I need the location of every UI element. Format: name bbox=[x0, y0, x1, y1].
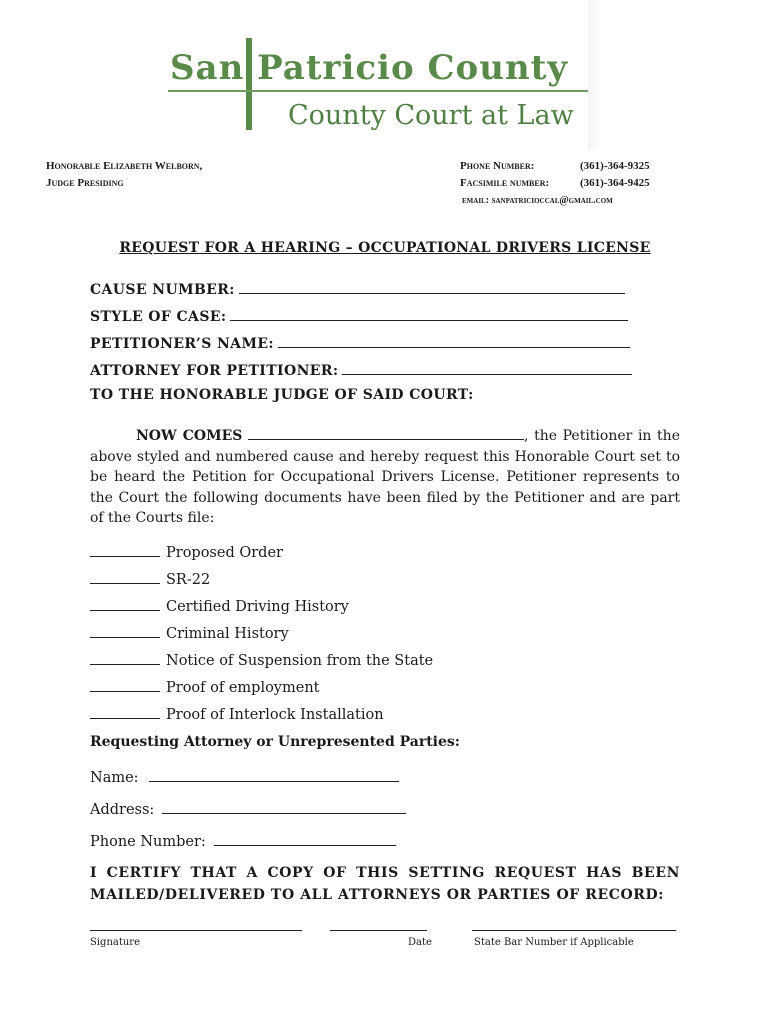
petitioner-name-label: PETITIONER’S NAME: bbox=[90, 336, 274, 352]
attorney-input[interactable] bbox=[342, 360, 632, 375]
doc-item bbox=[90, 571, 210, 588]
attorney-field bbox=[90, 360, 632, 379]
cause-number-input[interactable] bbox=[239, 279, 625, 294]
doc-checkline[interactable] bbox=[90, 598, 160, 611]
fax-value: (361)-364-9425 bbox=[580, 177, 650, 189]
email-line bbox=[462, 195, 613, 206]
name-input[interactable] bbox=[149, 767, 399, 782]
doc-checkline[interactable] bbox=[90, 625, 160, 638]
phone-field bbox=[90, 831, 396, 850]
signature-label: Signature bbox=[90, 937, 141, 948]
style-of-case-label: STYLE OF CASE: bbox=[90, 309, 227, 325]
doc-label: Proof of employment bbox=[166, 680, 320, 696]
cause-number-label: CAUSE NUMBER: bbox=[90, 282, 235, 298]
logo-court-name: County Court at Law bbox=[288, 100, 574, 131]
certify-statement: I CERTIFY THAT A COPY OF THIS SETTING REQUEST HAS BEEN MAILED/DELIVERED TO ALL ATTORNEYS OR PARTIES OF RECORD: bbox=[90, 865, 680, 903]
name-label: Name: bbox=[90, 770, 139, 786]
doc-label: Proposed Order bbox=[166, 545, 283, 561]
doc-item bbox=[90, 598, 349, 615]
date-line[interactable] bbox=[330, 930, 427, 931]
doc-label: Certified Driving History bbox=[166, 599, 349, 615]
doc-item bbox=[90, 544, 283, 561]
judge-name: Honorable Elizabeth Welborn, bbox=[46, 160, 203, 172]
fax-label: Facsimile number: bbox=[460, 177, 550, 189]
doc-label: Criminal History bbox=[166, 626, 289, 642]
doc-label: SR-22 bbox=[166, 572, 211, 588]
doc-checkline[interactable] bbox=[90, 571, 160, 584]
judge-title: Judge Presiding bbox=[46, 177, 124, 189]
address-input[interactable] bbox=[162, 799, 406, 814]
doc-item bbox=[90, 652, 433, 669]
now-comes-label: NOW COMES bbox=[136, 428, 243, 444]
to-judge-heading: TO THE HONORABLE JUDGE OF SAID COURT: bbox=[90, 387, 474, 403]
petitioner-name-input[interactable] bbox=[278, 333, 630, 348]
doc-label: Proof of Interlock Installation bbox=[166, 707, 384, 723]
signature-line[interactable] bbox=[90, 930, 302, 931]
doc-checkline[interactable] bbox=[90, 652, 160, 665]
phone-number-label: Phone Number: bbox=[90, 834, 206, 850]
date-label: Date bbox=[408, 937, 432, 948]
court-logo bbox=[158, 30, 598, 140]
attorney-label: ATTORNEY FOR PETITIONER: bbox=[90, 363, 339, 379]
doc-item bbox=[90, 625, 289, 642]
petitioner-blank[interactable] bbox=[248, 427, 524, 440]
petitioner-name-field bbox=[90, 333, 630, 352]
bar-number-line[interactable] bbox=[472, 930, 676, 931]
requesting-heading: Requesting Attorney or Unrepresented Parties: bbox=[90, 734, 460, 750]
cause-number-field bbox=[90, 279, 625, 298]
doc-item bbox=[90, 679, 320, 696]
doc-item bbox=[90, 706, 384, 723]
email-value: sanpatricioccal@gmail.com bbox=[491, 195, 613, 206]
doc-checkline[interactable] bbox=[90, 706, 160, 719]
email-label: email: bbox=[462, 195, 490, 206]
form-title: REQUEST FOR A HEARING – OCCUPATIONAL DRIVERS LICENSE bbox=[119, 240, 651, 256]
bar-number-label: State Bar Number if Applicable bbox=[474, 937, 634, 948]
logo-county-name: San Patricio County bbox=[170, 48, 569, 88]
phone-label: Phone Number: bbox=[460, 160, 535, 172]
phone-value: (361)-364-9325 bbox=[580, 160, 650, 172]
doc-label: Notice of Suspension from the State bbox=[166, 653, 434, 669]
paragraph-body: , the Petitioner in the above styled and numbered cause and hereby request this Honorable Court set to be heard the Petition for Occupational Drivers License. Petitioner represents to the Court the following documents have been filed by the Petitioner and are part of the Courts file: bbox=[90, 428, 680, 527]
doc-checkline[interactable] bbox=[90, 679, 160, 692]
now-comes-paragraph bbox=[90, 426, 680, 529]
logo-rule bbox=[168, 90, 588, 92]
style-of-case-input[interactable] bbox=[230, 306, 628, 321]
doc-checkline[interactable] bbox=[90, 544, 160, 557]
address-label: Address: bbox=[90, 802, 155, 818]
style-of-case-field bbox=[90, 306, 628, 325]
name-field bbox=[90, 767, 399, 786]
address-field bbox=[90, 799, 406, 818]
phone-number-input[interactable] bbox=[214, 831, 396, 846]
